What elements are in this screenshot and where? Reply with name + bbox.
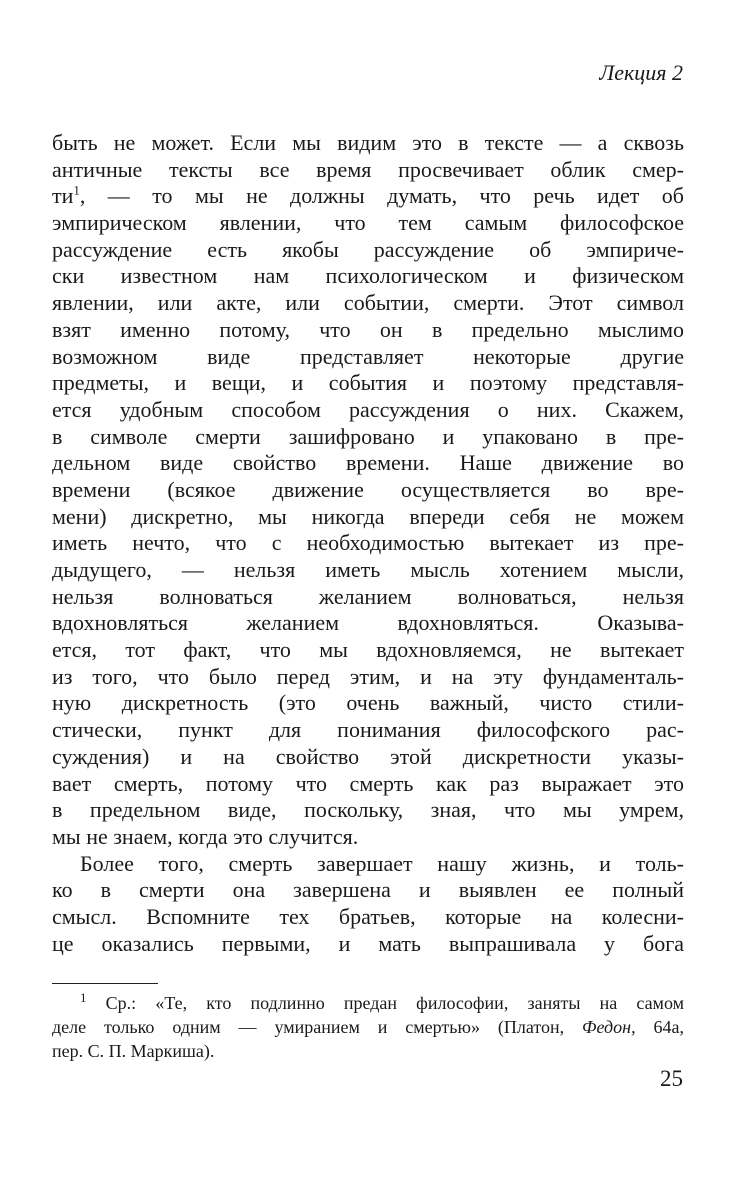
footnote-line: пер. С. П. Маркиша). [52,1041,215,1061]
text-line: времени (всякое движение осуществляется во вре- [52,476,684,502]
text-line [52,183,684,210]
footnote-reference[interactable]: 1 [73,183,80,199]
text-line: иметь нечто, что с необходимостью вытекает из пре- [52,530,684,556]
text-line: в символе смерти зашифровано и упаковано в пре- [52,423,684,449]
footnote-text: деле только одним — умиранием и смертью» (Платон, [52,1017,583,1037]
text-line: взят именно потому, что он в предельно мыслимо [52,316,684,342]
text-line: ется, тот факт, что мы вдохновляемся, не вытекает [52,637,684,663]
text-line: явлении, или акте, или событии, смерти. Этот символ [52,290,684,316]
text-line: дельном виде свойство времени. Наше движение во [52,450,684,476]
footnote-divider [52,983,158,984]
footnote-text: Ср.: «Те, кто подлинно предан философии, заняты на самом [105,993,685,1013]
footnote-line [52,1015,684,1039]
text-line: предметы, и вещи, и события и поэтому представля- [52,370,684,396]
text-line: в предельном виде, поскольку, зная, что мы умрем, [52,797,684,823]
text-line: це оказались первыми, и мать выпрашивала у бога [52,930,684,956]
running-header: Лекция 2 [599,60,683,85]
text-line: возможном виде представляет некоторые другие [52,343,684,369]
footnote-marker: 1 [80,990,87,1005]
text-line: Более того, смерть завершает нашу жизнь, и толь- [80,850,684,876]
text-line: дыдущего, — нельзя иметь мысль хотением мысли, [52,557,684,582]
body-text [52,130,684,957]
footnote-title: Федон [582,1017,632,1037]
text-line: из того, что было перед этим, и на эту фундаменталь- [52,663,684,689]
text-line: ную дискретность (это очень важный, чисто стили- [52,690,684,716]
text-line: вдохновляться желанием вдохновляться. Оказыва- [52,610,684,636]
text-line: смысл. Вспомните тех братьев, которые на колесни- [52,903,684,929]
text-line: мени) дискретно, мы никогда впереди себя не можем [52,503,684,529]
footnote-text: , 64а, [631,1017,684,1037]
text-line: нельзя волноваться желанием волноваться, нельзя [52,583,684,609]
text-line: суждения) и на свойство этой дискретности указы- [52,743,684,769]
text-fragment: , — то мы не должны думать, что речь идет об [79,183,684,209]
text-line: ски известном нам психологическом и физическом [52,263,684,289]
page-number: 25 [660,1066,683,1091]
text-line: вает смерть, потому что смерть как раз выражает это [52,770,684,796]
text-line: эмпирическом явлении, что тем самым философское [52,210,684,236]
text-fragment: ти [52,183,74,209]
text-line: ется удобным способом рассуждения о них. Скажем, [52,396,684,422]
footnote [52,991,684,1063]
text-line: рассуждение есть якобы рассуждение об эмпириче- [52,236,684,262]
text-line: мы не знаем, когда это случится. [52,823,359,849]
text-line: быть не может. Если мы видим это в тексте — а сквозь [52,130,684,155]
footnote-line [52,991,684,1015]
text-line: стически, пункт для понимания философского рас- [52,717,684,743]
text-line: античные тексты все время просвечивает облик смер- [52,156,684,182]
text-line: ко в смерти она завершена и выявлен ее полный [52,877,684,903]
